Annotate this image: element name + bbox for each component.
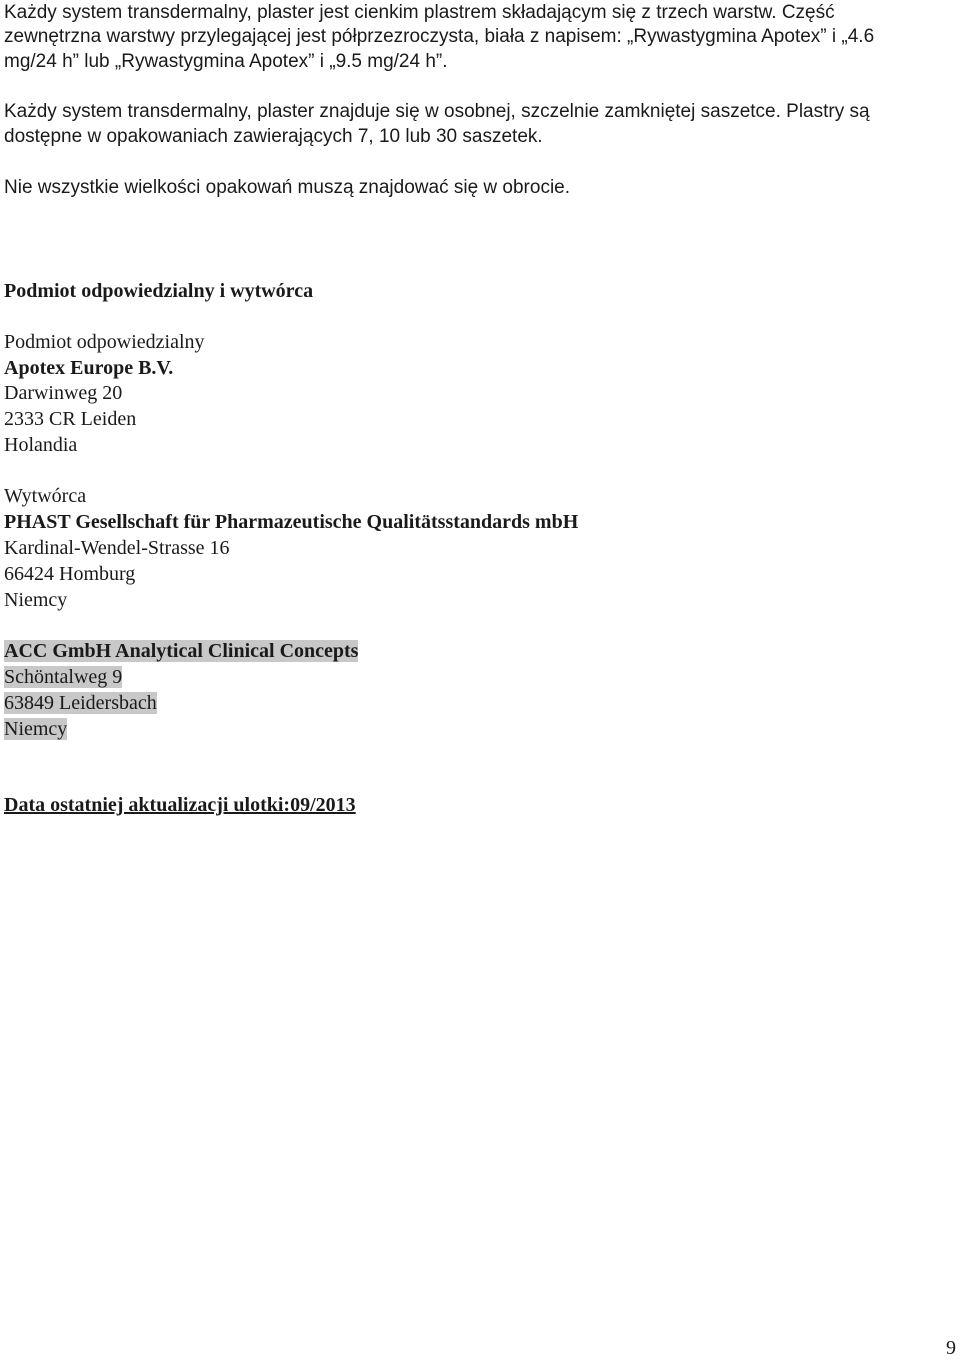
manufacturer2-country: Niemcy — [4, 718, 68, 740]
packaging-line-1: Każdy system transdermalny, plaster znajduje się w osobnej, szczelnie zamkniętej saszetce. Plastry są — [4, 101, 870, 122]
holder-city: 2333 CR Leiden — [4, 408, 137, 430]
market-availability-note: Nie wszystkie wielkości opakowań muszą znajdować się w obrocie. — [4, 177, 571, 198]
manufacturer-label: Wytwórca — [4, 485, 87, 507]
manufacturer1-name: PHAST Gesellschaft für Pharmazeutische Qualitätsstandards mbH — [4, 511, 579, 533]
packaging-line-2: dostępne w opakowaniach zawierających 7, 10 lub 30 saszetek. — [4, 126, 543, 147]
manufacturer2-city: 63849 Leidersbach — [4, 692, 157, 714]
section-heading: Podmiot odpowiedzialny i wytwórca — [4, 280, 314, 302]
holder-name: Apotex Europe B.V. — [4, 357, 174, 379]
manufacturer1-country: Niemcy — [4, 589, 68, 611]
holder-label: Podmiot odpowiedzialny — [4, 331, 205, 353]
description-line-1: Każdy system transdermalny, plaster jest cienkim plastrem składającym się z trzech warstw. Część — [4, 2, 835, 23]
holder-country: Holandia — [4, 434, 78, 456]
page-number: 9 — [946, 1337, 956, 1359]
description-line-3: mg/24 h” lub „Rywastygmina Apotex” i „9.5 mg/24 h”. — [4, 51, 448, 72]
manufacturer2-name: ACC GmbH Analytical Clinical Concepts — [4, 640, 359, 662]
manufacturer1-street: Kardinal-Wendel-Strasse 16 — [4, 537, 230, 559]
manufacturer1-city: 66424 Homburg — [4, 563, 136, 585]
description-line-2: zewnętrzna warstwy przylegającej jest półprzezroczysta, biała z napisem: „Rywastygmina Apotex” i „4.6 — [4, 26, 875, 47]
last-update-date: Data ostatniej aktualizacji ulotki:09/2013 — [4, 794, 356, 816]
manufacturer2-street: Schöntalweg 9 — [4, 666, 123, 688]
holder-street: Darwinweg 20 — [4, 382, 123, 404]
